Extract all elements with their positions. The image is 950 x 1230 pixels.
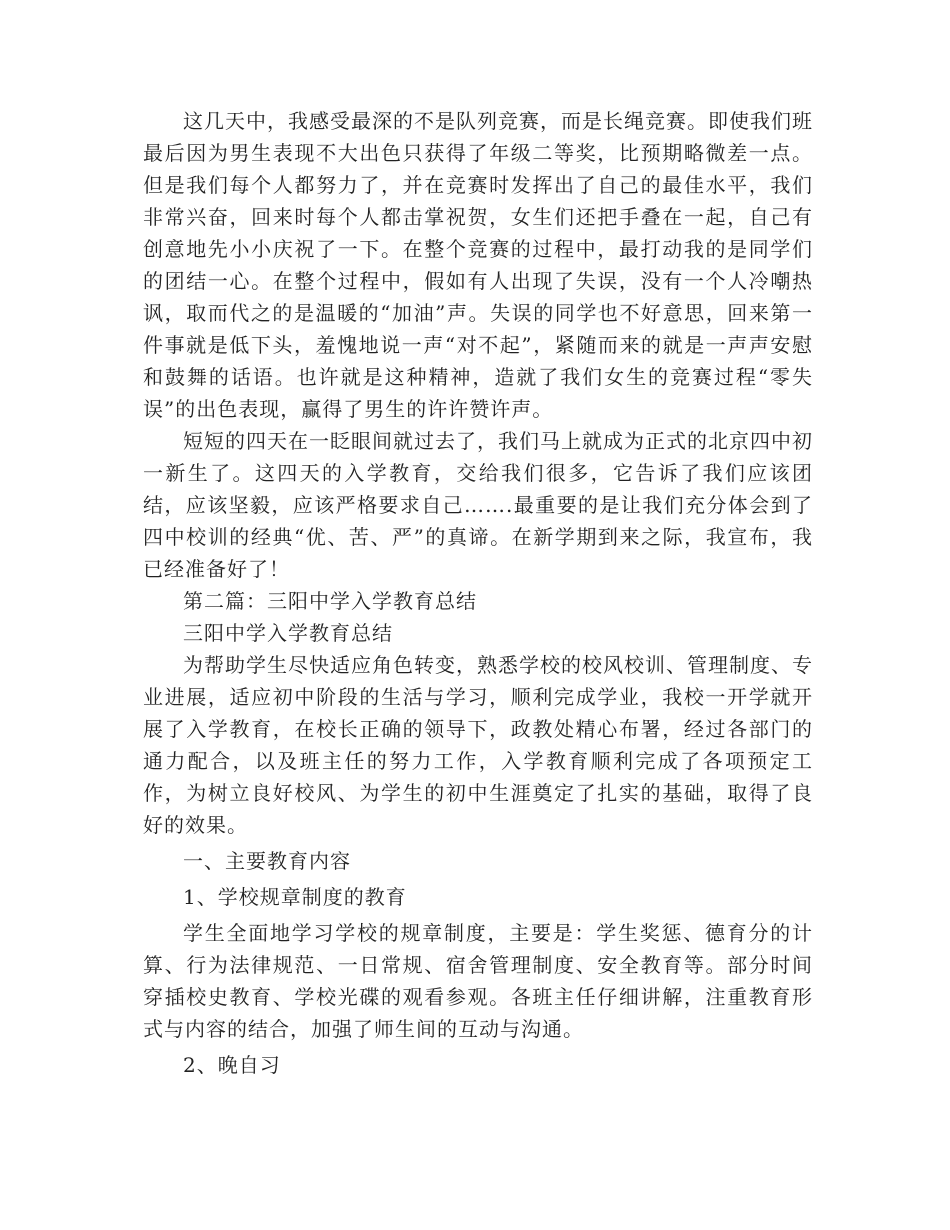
- subsection-heading-1: 1、学校规章制度的教育: [183, 885, 407, 909]
- subsection-1-body: 学生全面地学习学校的规章制度，主要是：学生奖惩、德育分的计算、行为法律规范、一日常规、宿舍管理制度、安全教育等。部分时间穿插校史教育、学校光碟的观看参观。各班主任仔细讲解，注重教育形式与内容的结合，加强了师生间的互动与沟通。: [143, 921, 813, 1041]
- intro-paragraph: 为帮助学生尽快适应角色转变，熟悉学校的校风校训、管理制度、专业进展，适应初中阶段的生活与学习，顺利完成学业，我校一开学就开展了入学教育，在校长正确的领导下，政教处精心布署，经过各部门的通力配合，以及班主任的努力工作，入学教育顺利完成了各项预定工作，为树立良好校风、为学生的初中生涯奠定了扎实的基础，取得了良好的效果。: [143, 653, 813, 837]
- section-heading: 一、主要教育内容: [183, 849, 351, 873]
- paragraph-four-days: 短短的四天在一眨眼间就过去了，我们马上就成为正式的北京四中初一新生了。这四天的入学教育，交给我们很多，它告诉了我们应该团结，应该坚毅，应该严格要求自己…….最重要的是让我们充分体会到了四中校训的经典“优、苦、严”的真谛。在新学期到来之际，我宣布，我已经准备好了！: [143, 429, 813, 581]
- paragraph-long-rope-contest: 这几天中，我感受最深的不是队列竞赛，而是长绳竞赛。即使我们班最后因为男生表现不大出色只获得了年级二等奖，比预期略微差一点。但是我们每个人都努力了，并在竞赛时发挥出了自己的最佳水平，我们非常兴奋，回来时每个人都击掌祝贺，女生们还把手叠在一起，自己有创意地先小小庆祝了一下。在整个竞赛的过程中，最打动我的是同学们的团结一心。在整个过程中，假如有人出现了失误，没有一个人冷嘲热讽，取而代之的是温暖的“加油”声。失误的同学也不好意思，回来第一件事就是低下头，羞愧地说一声“对不起”，紧随而来的就是一声声安慰和鼓舞的话语。也许就是这种精神，造就了我们女生的竞赛过程“零失误”的出色表现，赢得了男生的许许赞许声。: [143, 109, 813, 421]
- article-title: 三阳中学入学教育总结: [183, 621, 393, 645]
- document-body: [143, 105, 813, 1081]
- part-heading: 第二篇：三阳中学入学教育总结: [183, 589, 477, 613]
- subsection-heading-2: 2、晚自习: [183, 1053, 281, 1077]
